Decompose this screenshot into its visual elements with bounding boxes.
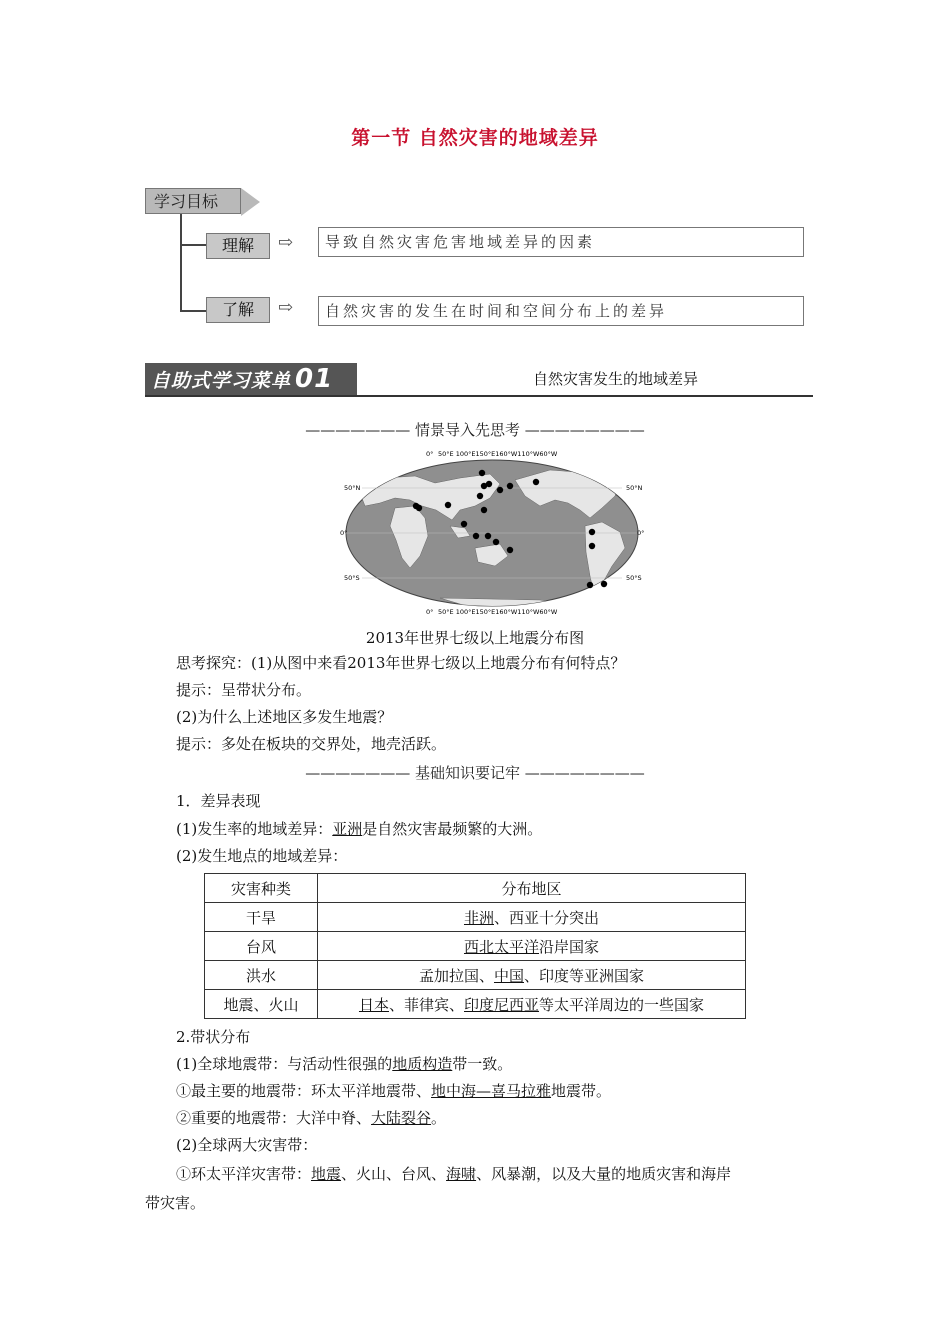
- table-cell-region: [318, 903, 746, 932]
- table-row: [205, 903, 746, 932]
- text: 地震带。: [551, 1082, 612, 1100]
- underlined-answer: 地质构造: [392, 1055, 453, 1073]
- arrow-right-icon: ⇨: [278, 297, 294, 318]
- map-deg0-bottom: 0°: [426, 608, 434, 616]
- underlined-answer: 西北太平洋: [463, 937, 539, 956]
- underlined-answer: 地中海—喜马拉雅: [431, 1082, 552, 1100]
- answer-1: 提示：呈带状分布。: [176, 681, 312, 699]
- text: (1)全球地震带：与活动性很强的: [176, 1055, 393, 1073]
- level-tag-understand: 理解: [206, 233, 270, 259]
- text: ①环太平洋灾害带：: [176, 1165, 312, 1183]
- text: 、菲律宾、: [388, 995, 464, 1014]
- section-banner: [145, 363, 357, 395]
- text: 、风暴潮，以及大量的地质灾害和海岸: [476, 1165, 732, 1183]
- table-header: 灾害种类: [205, 874, 318, 903]
- underlined-answer: 亚洲: [332, 820, 363, 838]
- heading-belt-distribution: 2.带状分布: [176, 1028, 251, 1046]
- table-row: [205, 990, 746, 1019]
- objective-text-1: 导致自然灾害危害地域差异的因素: [318, 227, 804, 257]
- question-1: 思考探究：(1)从图中来看2013年世界七级以上地震分布有何特点？: [176, 654, 626, 672]
- map-bottom-labels: 50°E 100°E150°E160°W110°W60°W: [438, 608, 558, 616]
- text: 、印度等亚洲国家: [524, 966, 645, 985]
- section-title: 自然灾害发生的地域差异: [533, 370, 699, 388]
- map-lat-0-right: 0°: [637, 529, 645, 537]
- text: 、火山、台风、: [341, 1165, 447, 1183]
- text: ①最主要的地震带：环太平洋地震带、: [176, 1082, 432, 1100]
- text: 孟加拉国、: [418, 966, 494, 985]
- section-banner-label: 自助式学习菜单: [151, 370, 292, 392]
- tree-vertical-line: [180, 214, 182, 312]
- table-row: [205, 932, 746, 961]
- arrow-right-icon: ⇨: [278, 232, 294, 253]
- para-continuation: 带灾害。: [145, 1194, 206, 1212]
- table-cell-region: [318, 932, 746, 961]
- underlined-answer: 非洲: [463, 908, 494, 927]
- text: 、西亚十分突出: [494, 908, 600, 927]
- text: 。: [431, 1109, 447, 1127]
- para-important-seismic-belt: [176, 1108, 446, 1128]
- text: (1)发生率的地域差异：: [176, 820, 333, 838]
- divider-basics: ——————— 基础知识要记牢 ————————: [305, 764, 645, 782]
- table-cell-type: 洪水: [205, 961, 318, 990]
- world-earthquake-map: [340, 448, 645, 618]
- table-cell-type: 地震、火山: [205, 990, 318, 1019]
- table-header: 分布地区: [318, 874, 746, 903]
- section-rule: [145, 395, 813, 397]
- text: 是自然灾害最频繁的大洲。: [362, 820, 543, 838]
- table-cell-type: 台风: [205, 932, 318, 961]
- table-row: [205, 961, 746, 990]
- objectives-tag: 学习目标: [145, 188, 241, 214]
- text: 等太平洋周边的一些国家: [539, 995, 705, 1014]
- para-rate-difference: [176, 819, 542, 839]
- underlined-answer: 地震: [311, 1165, 342, 1183]
- page-title: 第一节 自然灾害的地域差异: [351, 127, 599, 149]
- map-lat-50s-left: 50°S: [344, 574, 360, 582]
- underlined-answer: 印度尼西亚: [464, 995, 540, 1014]
- disaster-table: [204, 873, 746, 1019]
- para-pacific-disaster-belt: [176, 1164, 731, 1184]
- heading-differences: 1．差异表现: [176, 792, 261, 810]
- underlined-answer: 中国: [493, 966, 524, 985]
- map-caption: 2013年世界七级以上地震分布图: [365, 629, 585, 647]
- table-cell-region: [318, 990, 746, 1019]
- para-global-seismic-belt: [176, 1054, 512, 1074]
- map-top-labels: 50°E 100°E150°E160°W110°W60°W: [438, 450, 558, 458]
- para-main-seismic-belt: [176, 1081, 611, 1101]
- tree-branch-2: [180, 310, 206, 312]
- map-lat-50s-right: 50°S: [626, 574, 642, 582]
- objective-text-2: 自然灾害的发生在时间和空间分布上的差异: [318, 296, 804, 326]
- map-lat-0-left: 0°: [340, 529, 348, 537]
- text: 带一致。: [452, 1055, 513, 1073]
- divider-scenario: ——————— 情景导入先思考 ————————: [305, 421, 645, 439]
- para-two-disaster-belts: (2)全球两大灾害带：: [176, 1136, 318, 1154]
- underlined-answer: 海啸: [446, 1165, 477, 1183]
- underlined-answer: 日本: [358, 995, 389, 1014]
- map-lat-50n-left: 50°N: [344, 484, 361, 492]
- para-location-difference: (2)发生地点的地域差异：: [176, 847, 348, 865]
- section-number: 01: [295, 364, 334, 394]
- text: ②重要的地震带：大洋中脊、: [176, 1109, 372, 1127]
- map-deg0-top: 0°: [426, 450, 434, 458]
- table-cell-type: 干旱: [205, 903, 318, 932]
- table-cell-region: [318, 961, 746, 990]
- table-header-row: [205, 874, 746, 903]
- level-tag-know: 了解: [206, 297, 270, 323]
- tree-branch-1: [180, 244, 206, 246]
- question-2: (2)为什么上述地区多发生地震？: [176, 708, 393, 726]
- text: 沿岸国家: [539, 937, 600, 956]
- answer-2: 提示：多处在板块的交界处，地壳活跃。: [176, 735, 447, 753]
- underlined-answer: 大陆裂谷: [371, 1109, 432, 1127]
- map-lat-50n-right: 50°N: [626, 484, 643, 492]
